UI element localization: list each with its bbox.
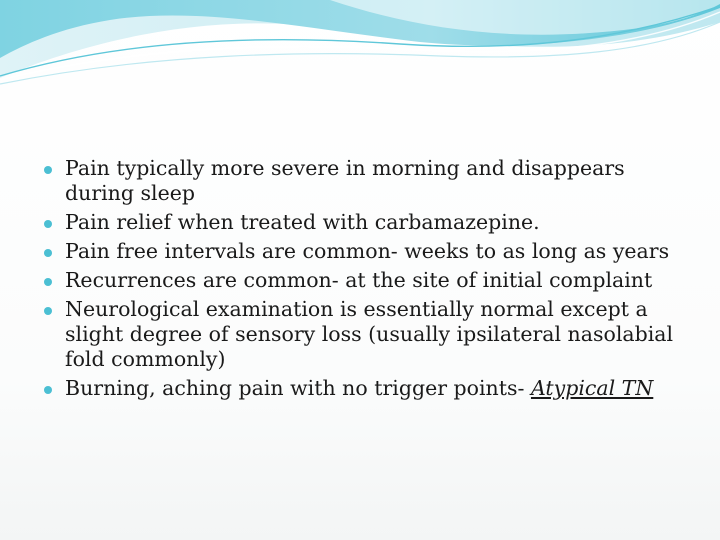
bullet-text: Recurrences are common- at the site of initial complaint — [65, 268, 653, 292]
bullet-item — [44, 239, 674, 264]
bullet-text: Pain free intervals are common- weeks to as long as years — [65, 239, 670, 263]
bullet-icon — [44, 307, 52, 315]
bullet-icon — [44, 278, 52, 286]
atypical-tn-emphasis: Atypical TN — [530, 376, 654, 400]
bullet-text: Neurological examination is essentially normal except a slight degree of sensory loss (usually ipsilateral nasolabial fold commonly) — [65, 297, 674, 371]
bullet-text: Burning, aching pain with no trigger points- — [65, 376, 531, 400]
bullet-icon — [44, 249, 52, 257]
bullet-item — [44, 268, 674, 293]
bullet-text: Pain relief when treated with carbamazepine. — [65, 210, 540, 234]
slide-body — [44, 156, 674, 405]
bullet-icon — [44, 386, 52, 394]
bullet-text: Pain typically more severe in morning and disappears during sleep — [65, 156, 625, 205]
bullet-icon — [44, 166, 52, 174]
bullet-icon — [44, 220, 52, 228]
bullet-list — [44, 156, 674, 401]
bullet-item — [44, 297, 674, 372]
bullet-item — [44, 156, 674, 206]
bullet-item — [44, 210, 674, 235]
header-wave-decoration — [0, 0, 720, 90]
bullet-item — [44, 376, 674, 401]
